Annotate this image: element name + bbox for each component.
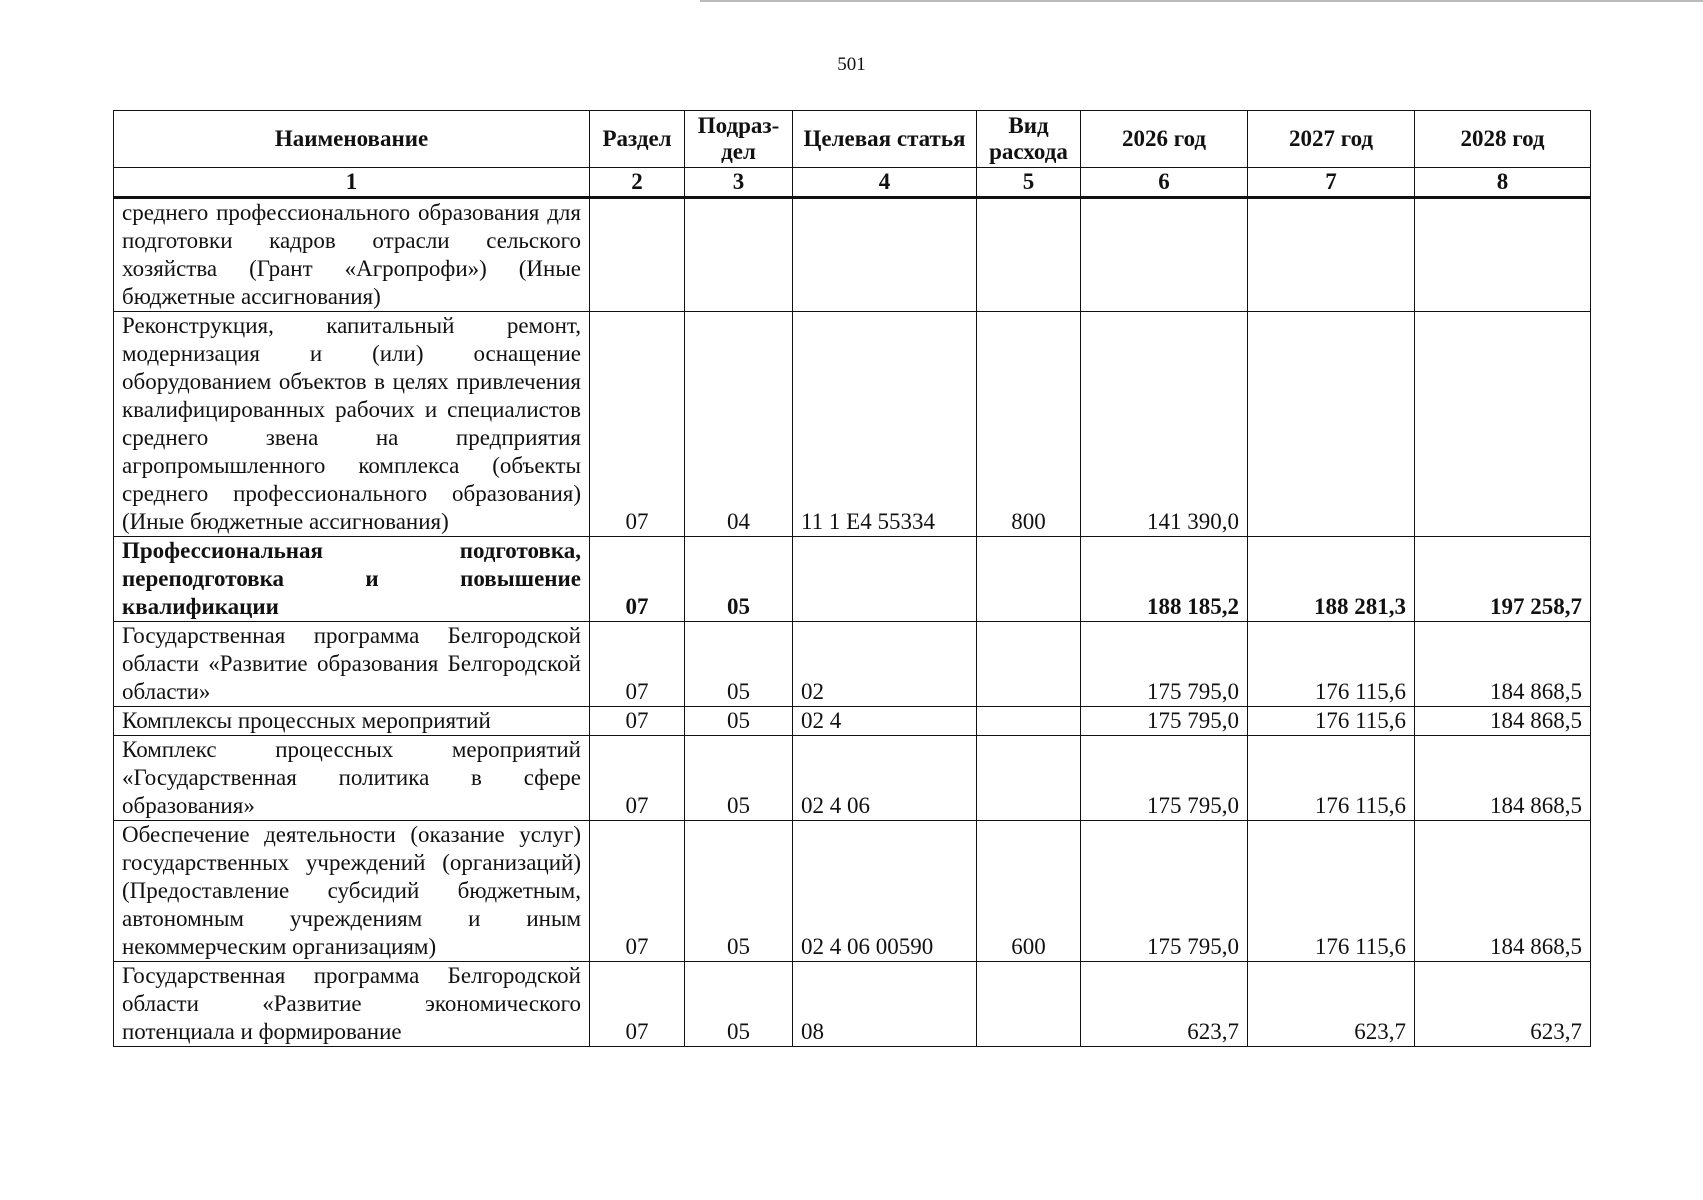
- row-statya: 02: [793, 622, 977, 707]
- row-razdel: 07: [590, 622, 685, 707]
- row-2027: 176 115,6: [1248, 736, 1415, 821]
- row-2026: 175 795,0: [1081, 736, 1248, 821]
- row-vid: [977, 962, 1081, 1047]
- column-number: 2: [590, 168, 685, 198]
- row-vid: [977, 736, 1081, 821]
- row-name: Реконструкция, капитальный ремонт, модернизация и (или) оснащение оборудованием объектов в целях привлечения квалифицированных рабочих и специалистов среднего звена на предприятия агропромышленного комплекса (объекты среднего профессионального образования) (Иные бюджетные ассигнования): [114, 312, 590, 537]
- row-2027: 188 281,3: [1248, 537, 1415, 622]
- row-2026: 188 185,2: [1081, 537, 1248, 622]
- column-number: 1: [114, 168, 590, 198]
- row-name: Профессиональная подготовка, переподготовка и повышение квалификации: [114, 537, 590, 622]
- row-2027: [1248, 198, 1415, 312]
- row-razdel: 07: [590, 821, 685, 962]
- row-vid: [977, 622, 1081, 707]
- row-2028: 184 868,5: [1415, 622, 1591, 707]
- table-row: [114, 707, 1591, 736]
- row-podrazdel: [685, 198, 793, 312]
- row-razdel: 07: [590, 962, 685, 1047]
- table-row: [114, 821, 1591, 962]
- row-statya: 02 4 06: [793, 736, 977, 821]
- row-statya: 08: [793, 962, 977, 1047]
- row-podrazdel: 05: [685, 622, 793, 707]
- row-2028: 184 868,5: [1415, 821, 1591, 962]
- table-row: [114, 736, 1591, 821]
- table-row-section-total: [114, 537, 1591, 622]
- table-row: [114, 962, 1591, 1047]
- row-statya: [793, 537, 977, 622]
- column-number: 7: [1248, 168, 1415, 198]
- row-name: Комплекс процессных мероприятий «Государственная политика в сфере образования»: [114, 736, 590, 821]
- header-razdel: Раздел: [590, 111, 685, 168]
- column-number: 6: [1081, 168, 1248, 198]
- row-2026: 623,7: [1081, 962, 1248, 1047]
- row-2027: [1248, 312, 1415, 537]
- row-statya: 02 4 06 00590: [793, 821, 977, 962]
- header-2027: 2027 год: [1248, 111, 1415, 168]
- row-2027: 176 115,6: [1248, 707, 1415, 736]
- row-vid: [977, 707, 1081, 736]
- row-razdel: 07: [590, 736, 685, 821]
- table-row: [114, 312, 1591, 537]
- row-name: Государственная программа Белгородской области «Развитие образования Белгородской области»: [114, 622, 590, 707]
- header-podrazdel: Подраз-дел: [685, 111, 793, 168]
- row-vid: 800: [977, 312, 1081, 537]
- row-podrazdel: 05: [685, 821, 793, 962]
- row-name: Комплексы процессных мероприятий: [114, 707, 590, 736]
- row-statya: [793, 198, 977, 312]
- row-podrazdel: 05: [685, 962, 793, 1047]
- column-number: 8: [1415, 168, 1591, 198]
- row-vid: [977, 198, 1081, 312]
- row-2028: [1415, 198, 1591, 312]
- row-razdel: 07: [590, 537, 685, 622]
- row-razdel: 07: [590, 707, 685, 736]
- column-number-row: [114, 168, 1591, 198]
- row-2028: 197 258,7: [1415, 537, 1591, 622]
- row-2027: 176 115,6: [1248, 821, 1415, 962]
- row-2027: 623,7: [1248, 962, 1415, 1047]
- row-2026: 141 390,0: [1081, 312, 1248, 537]
- row-razdel: [590, 198, 685, 312]
- row-2026: 175 795,0: [1081, 707, 1248, 736]
- row-2026: 175 795,0: [1081, 821, 1248, 962]
- row-statya: 11 1 Е4 55334: [793, 312, 977, 537]
- row-statya: 02 4: [793, 707, 977, 736]
- row-2028: 184 868,5: [1415, 707, 1591, 736]
- table-row: [114, 622, 1591, 707]
- header-2028: 2028 год: [1415, 111, 1591, 168]
- row-podrazdel: 05: [685, 736, 793, 821]
- column-number: 3: [685, 168, 793, 198]
- header-vid: Вид расхода: [977, 111, 1081, 168]
- budget-table: [113, 110, 1591, 1047]
- table-row: [114, 198, 1591, 312]
- header-2026: 2026 год: [1081, 111, 1248, 168]
- row-2028: 623,7: [1415, 962, 1591, 1047]
- row-name: Государственная программа Белгородской области «Развитие экономического потенциала и формирование: [114, 962, 590, 1047]
- row-podrazdel: 04: [685, 312, 793, 537]
- header-name: Наименование: [114, 111, 590, 168]
- row-vid: [977, 537, 1081, 622]
- row-razdel: 07: [590, 312, 685, 537]
- header-statya: Целевая статья: [793, 111, 977, 168]
- scan-top-edge: [700, 0, 1703, 2]
- row-podrazdel: 05: [685, 537, 793, 622]
- row-2026: [1081, 198, 1248, 312]
- header-row: [114, 111, 1591, 168]
- row-2028: [1415, 312, 1591, 537]
- column-number: 4: [793, 168, 977, 198]
- row-name: Обеспечение деятельности (оказание услуг) государственных учреждений (организаций) (Предоставление субсидий бюджетным, автономным учреждениям и иным некоммерческим организациям): [114, 821, 590, 962]
- row-2026: 175 795,0: [1081, 622, 1248, 707]
- row-podrazdel: 05: [685, 707, 793, 736]
- column-number: 5: [977, 168, 1081, 198]
- row-name: среднего профессионального образования для подготовки кадров отрасли сельского хозяйства (Грант «Агропрофи») (Иные бюджетные ассигнования): [114, 198, 590, 312]
- row-2027: 176 115,6: [1248, 622, 1415, 707]
- row-vid: 600: [977, 821, 1081, 962]
- page-number: 501: [837, 54, 866, 75]
- row-2028: 184 868,5: [1415, 736, 1591, 821]
